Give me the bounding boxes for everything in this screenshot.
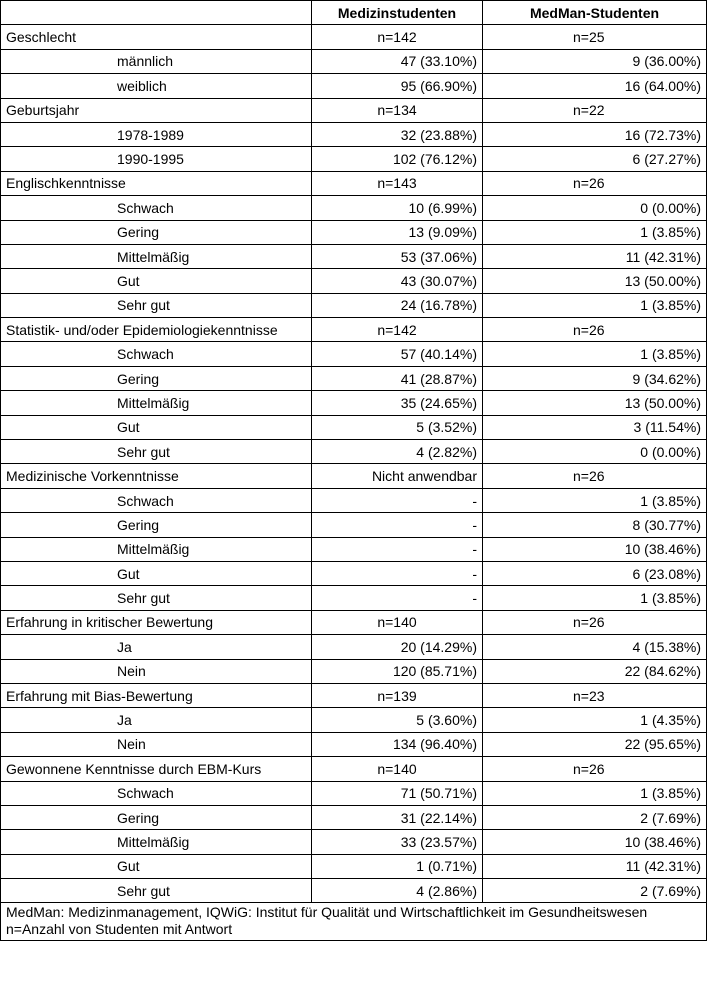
- category-label: Erfahrung in kritischer Bewertung: [1, 610, 312, 634]
- table-row: [1, 635, 707, 659]
- table-row: [1, 196, 707, 220]
- value-medman-studenten: 1 (3.85%): [483, 342, 707, 366]
- row-label: Schwach: [1, 196, 312, 220]
- value-medizinstudenten: -: [312, 537, 483, 561]
- table-footnote: [1, 903, 707, 941]
- value-medizinstudenten: 43 (30.07%): [312, 269, 483, 293]
- value-medizinstudenten: -: [312, 488, 483, 512]
- table-row: [1, 513, 707, 537]
- value-medizinstudenten: 35 (24.65%): [312, 391, 483, 415]
- value-medizinstudenten: 5 (3.52%): [312, 415, 483, 439]
- value-medman-studenten: 10 (38.46%): [483, 537, 707, 561]
- value-medman-studenten: 2 (7.69%): [483, 879, 707, 903]
- value-medizinstudenten: 31 (22.14%): [312, 805, 483, 829]
- category-n-medman-studenten: n=23: [483, 683, 707, 707]
- category-n-medman-studenten: n=26: [483, 464, 707, 488]
- value-medman-studenten: 11 (42.31%): [483, 854, 707, 878]
- row-label: Mittelmäßig: [1, 391, 312, 415]
- category-n-medizinstudenten: n=143: [312, 171, 483, 195]
- value-medizinstudenten: 4 (2.82%): [312, 440, 483, 464]
- value-medman-studenten: 1 (3.85%): [483, 220, 707, 244]
- value-medman-studenten: 4 (15.38%): [483, 635, 707, 659]
- category-label: Englischkenntnisse: [1, 171, 312, 195]
- table-row: [1, 805, 707, 829]
- category-row: [1, 757, 707, 781]
- row-label: Mittelmäßig: [1, 244, 312, 268]
- value-medman-studenten: 1 (3.85%): [483, 781, 707, 805]
- value-medizinstudenten: 41 (28.87%): [312, 366, 483, 390]
- category-label: Geschlecht: [1, 25, 312, 49]
- row-label: Schwach: [1, 781, 312, 805]
- value-medman-studenten: 9 (36.00%): [483, 49, 707, 73]
- table-row: [1, 74, 707, 98]
- value-medman-studenten: 16 (72.73%): [483, 122, 707, 146]
- row-label: Schwach: [1, 342, 312, 366]
- value-medman-studenten: 1 (3.85%): [483, 293, 707, 317]
- category-label: Medizinische Vorkenntnisse: [1, 464, 312, 488]
- table-row: [1, 659, 707, 683]
- row-label: Gut: [1, 269, 312, 293]
- value-medman-studenten: 0 (0.00%): [483, 196, 707, 220]
- category-n-medman-studenten: n=26: [483, 610, 707, 634]
- row-label: männlich: [1, 49, 312, 73]
- row-label: Sehr gut: [1, 440, 312, 464]
- row-label: Sehr gut: [1, 293, 312, 317]
- category-row: [1, 25, 707, 49]
- table-row: [1, 293, 707, 317]
- table-row: [1, 440, 707, 464]
- value-medizinstudenten: 71 (50.71%): [312, 781, 483, 805]
- row-label: Nein: [1, 659, 312, 683]
- row-label: Schwach: [1, 488, 312, 512]
- header-cell-medman-studenten: MedMan-Studenten: [483, 1, 707, 25]
- header-cell-label: [1, 1, 312, 25]
- value-medman-studenten: 1 (4.35%): [483, 708, 707, 732]
- value-medizinstudenten: 13 (9.09%): [312, 220, 483, 244]
- row-label: 1990-1995: [1, 147, 312, 171]
- row-label: Mittelmäßig: [1, 830, 312, 854]
- value-medman-studenten: 6 (23.08%): [483, 561, 707, 585]
- category-label: Geburtsjahr: [1, 98, 312, 122]
- table-body: [1, 25, 707, 903]
- value-medman-studenten: 6 (27.27%): [483, 147, 707, 171]
- table-row: [1, 244, 707, 268]
- value-medman-studenten: 10 (38.46%): [483, 830, 707, 854]
- category-n-medizinstudenten: n=142: [312, 25, 483, 49]
- value-medman-studenten: 9 (34.62%): [483, 366, 707, 390]
- category-label: Statistik- und/oder Epidemiologiekenntnisse: [1, 318, 312, 342]
- value-medman-studenten: 13 (50.00%): [483, 269, 707, 293]
- value-medizinstudenten: 10 (6.99%): [312, 196, 483, 220]
- table-row: [1, 586, 707, 610]
- row-label: Gering: [1, 220, 312, 244]
- footer-row: [1, 903, 707, 941]
- value-medizinstudenten: 20 (14.29%): [312, 635, 483, 659]
- row-label: Sehr gut: [1, 879, 312, 903]
- table-row: [1, 391, 707, 415]
- value-medizinstudenten: 102 (76.12%): [312, 147, 483, 171]
- row-label: Ja: [1, 708, 312, 732]
- value-medizinstudenten: -: [312, 561, 483, 585]
- category-n-medizinstudenten: n=139: [312, 683, 483, 707]
- value-medizinstudenten: 47 (33.10%): [312, 49, 483, 73]
- category-n-medizinstudenten: n=134: [312, 98, 483, 122]
- value-medizinstudenten: -: [312, 513, 483, 537]
- value-medizinstudenten: 53 (37.06%): [312, 244, 483, 268]
- row-label: Gut: [1, 561, 312, 585]
- row-label: Gering: [1, 366, 312, 390]
- category-row: [1, 98, 707, 122]
- table-row: [1, 708, 707, 732]
- table-row: [1, 122, 707, 146]
- table-row: [1, 269, 707, 293]
- row-label: Gut: [1, 854, 312, 878]
- value-medman-studenten: 3 (11.54%): [483, 415, 707, 439]
- table-row: [1, 854, 707, 878]
- table-row: [1, 732, 707, 756]
- row-label: Mittelmäßig: [1, 537, 312, 561]
- row-label: Gut: [1, 415, 312, 439]
- category-n-medman-studenten: n=26: [483, 757, 707, 781]
- value-medman-studenten: 8 (30.77%): [483, 513, 707, 537]
- value-medman-studenten: 11 (42.31%): [483, 244, 707, 268]
- table-row: [1, 415, 707, 439]
- value-medman-studenten: 1 (3.85%): [483, 488, 707, 512]
- value-medizinstudenten: 120 (85.71%): [312, 659, 483, 683]
- category-n-medman-studenten: n=22: [483, 98, 707, 122]
- table-row: [1, 561, 707, 585]
- value-medizinstudenten: 134 (96.40%): [312, 732, 483, 756]
- value-medman-studenten: 13 (50.00%): [483, 391, 707, 415]
- table-row: [1, 220, 707, 244]
- value-medizinstudenten: 1 (0.71%): [312, 854, 483, 878]
- category-row: [1, 318, 707, 342]
- table-row: [1, 147, 707, 171]
- value-medizinstudenten: 32 (23.88%): [312, 122, 483, 146]
- row-label: Gering: [1, 513, 312, 537]
- table-row: [1, 488, 707, 512]
- category-row: [1, 683, 707, 707]
- value-medizinstudenten: -: [312, 586, 483, 610]
- category-n-medman-studenten: n=26: [483, 171, 707, 195]
- table-row: [1, 366, 707, 390]
- table-row: [1, 49, 707, 73]
- value-medman-studenten: 16 (64.00%): [483, 74, 707, 98]
- category-n-medman-studenten: n=26: [483, 318, 707, 342]
- header-cell-medizinstudenten: Medizinstudenten: [312, 1, 483, 25]
- value-medman-studenten: 22 (95.65%): [483, 732, 707, 756]
- value-medizinstudenten: 24 (16.78%): [312, 293, 483, 317]
- value-medizinstudenten: 5 (3.60%): [312, 708, 483, 732]
- value-medman-studenten: 22 (84.62%): [483, 659, 707, 683]
- category-label: Gewonnene Kenntnisse durch EBM-Kurs: [1, 757, 312, 781]
- header-row: [1, 1, 707, 25]
- value-medman-studenten: 0 (0.00%): [483, 440, 707, 464]
- category-row: [1, 610, 707, 634]
- row-label: Sehr gut: [1, 586, 312, 610]
- category-label: Erfahrung mit Bias-Bewertung: [1, 683, 312, 707]
- category-n-medman-studenten: n=25: [483, 25, 707, 49]
- row-label: Ja: [1, 635, 312, 659]
- table-row: [1, 879, 707, 903]
- row-label: Nein: [1, 732, 312, 756]
- category-n-medizinstudenten: n=140: [312, 610, 483, 634]
- value-medizinstudenten: 33 (23.57%): [312, 830, 483, 854]
- footnote-n-definition: n=Anzahl von Studenten mit Antwort: [6, 921, 233, 938]
- table-row: [1, 342, 707, 366]
- value-medman-studenten: 2 (7.69%): [483, 805, 707, 829]
- category-row: [1, 171, 707, 195]
- row-label: 1978-1989: [1, 122, 312, 146]
- category-n-medizinstudenten: n=142: [312, 318, 483, 342]
- table-row: [1, 537, 707, 561]
- table-row: [1, 781, 707, 805]
- category-n-medizinstudenten: Nicht anwendbar: [312, 464, 483, 488]
- table-row: [1, 830, 707, 854]
- value-medizinstudenten: 95 (66.90%): [312, 74, 483, 98]
- row-label: weiblich: [1, 74, 312, 98]
- category-n-medizinstudenten: n=140: [312, 757, 483, 781]
- value-medizinstudenten: 57 (40.14%): [312, 342, 483, 366]
- value-medman-studenten: 1 (3.85%): [483, 586, 707, 610]
- footnote-abbreviations: MedMan: Medizinmanagement, IQWiG: Institut für Qualität und Wirtschaftlichkeit im Gesundheitswesen: [6, 904, 648, 921]
- category-row: [1, 464, 707, 488]
- row-label: Gering: [1, 805, 312, 829]
- value-medizinstudenten: 4 (2.86%): [312, 879, 483, 903]
